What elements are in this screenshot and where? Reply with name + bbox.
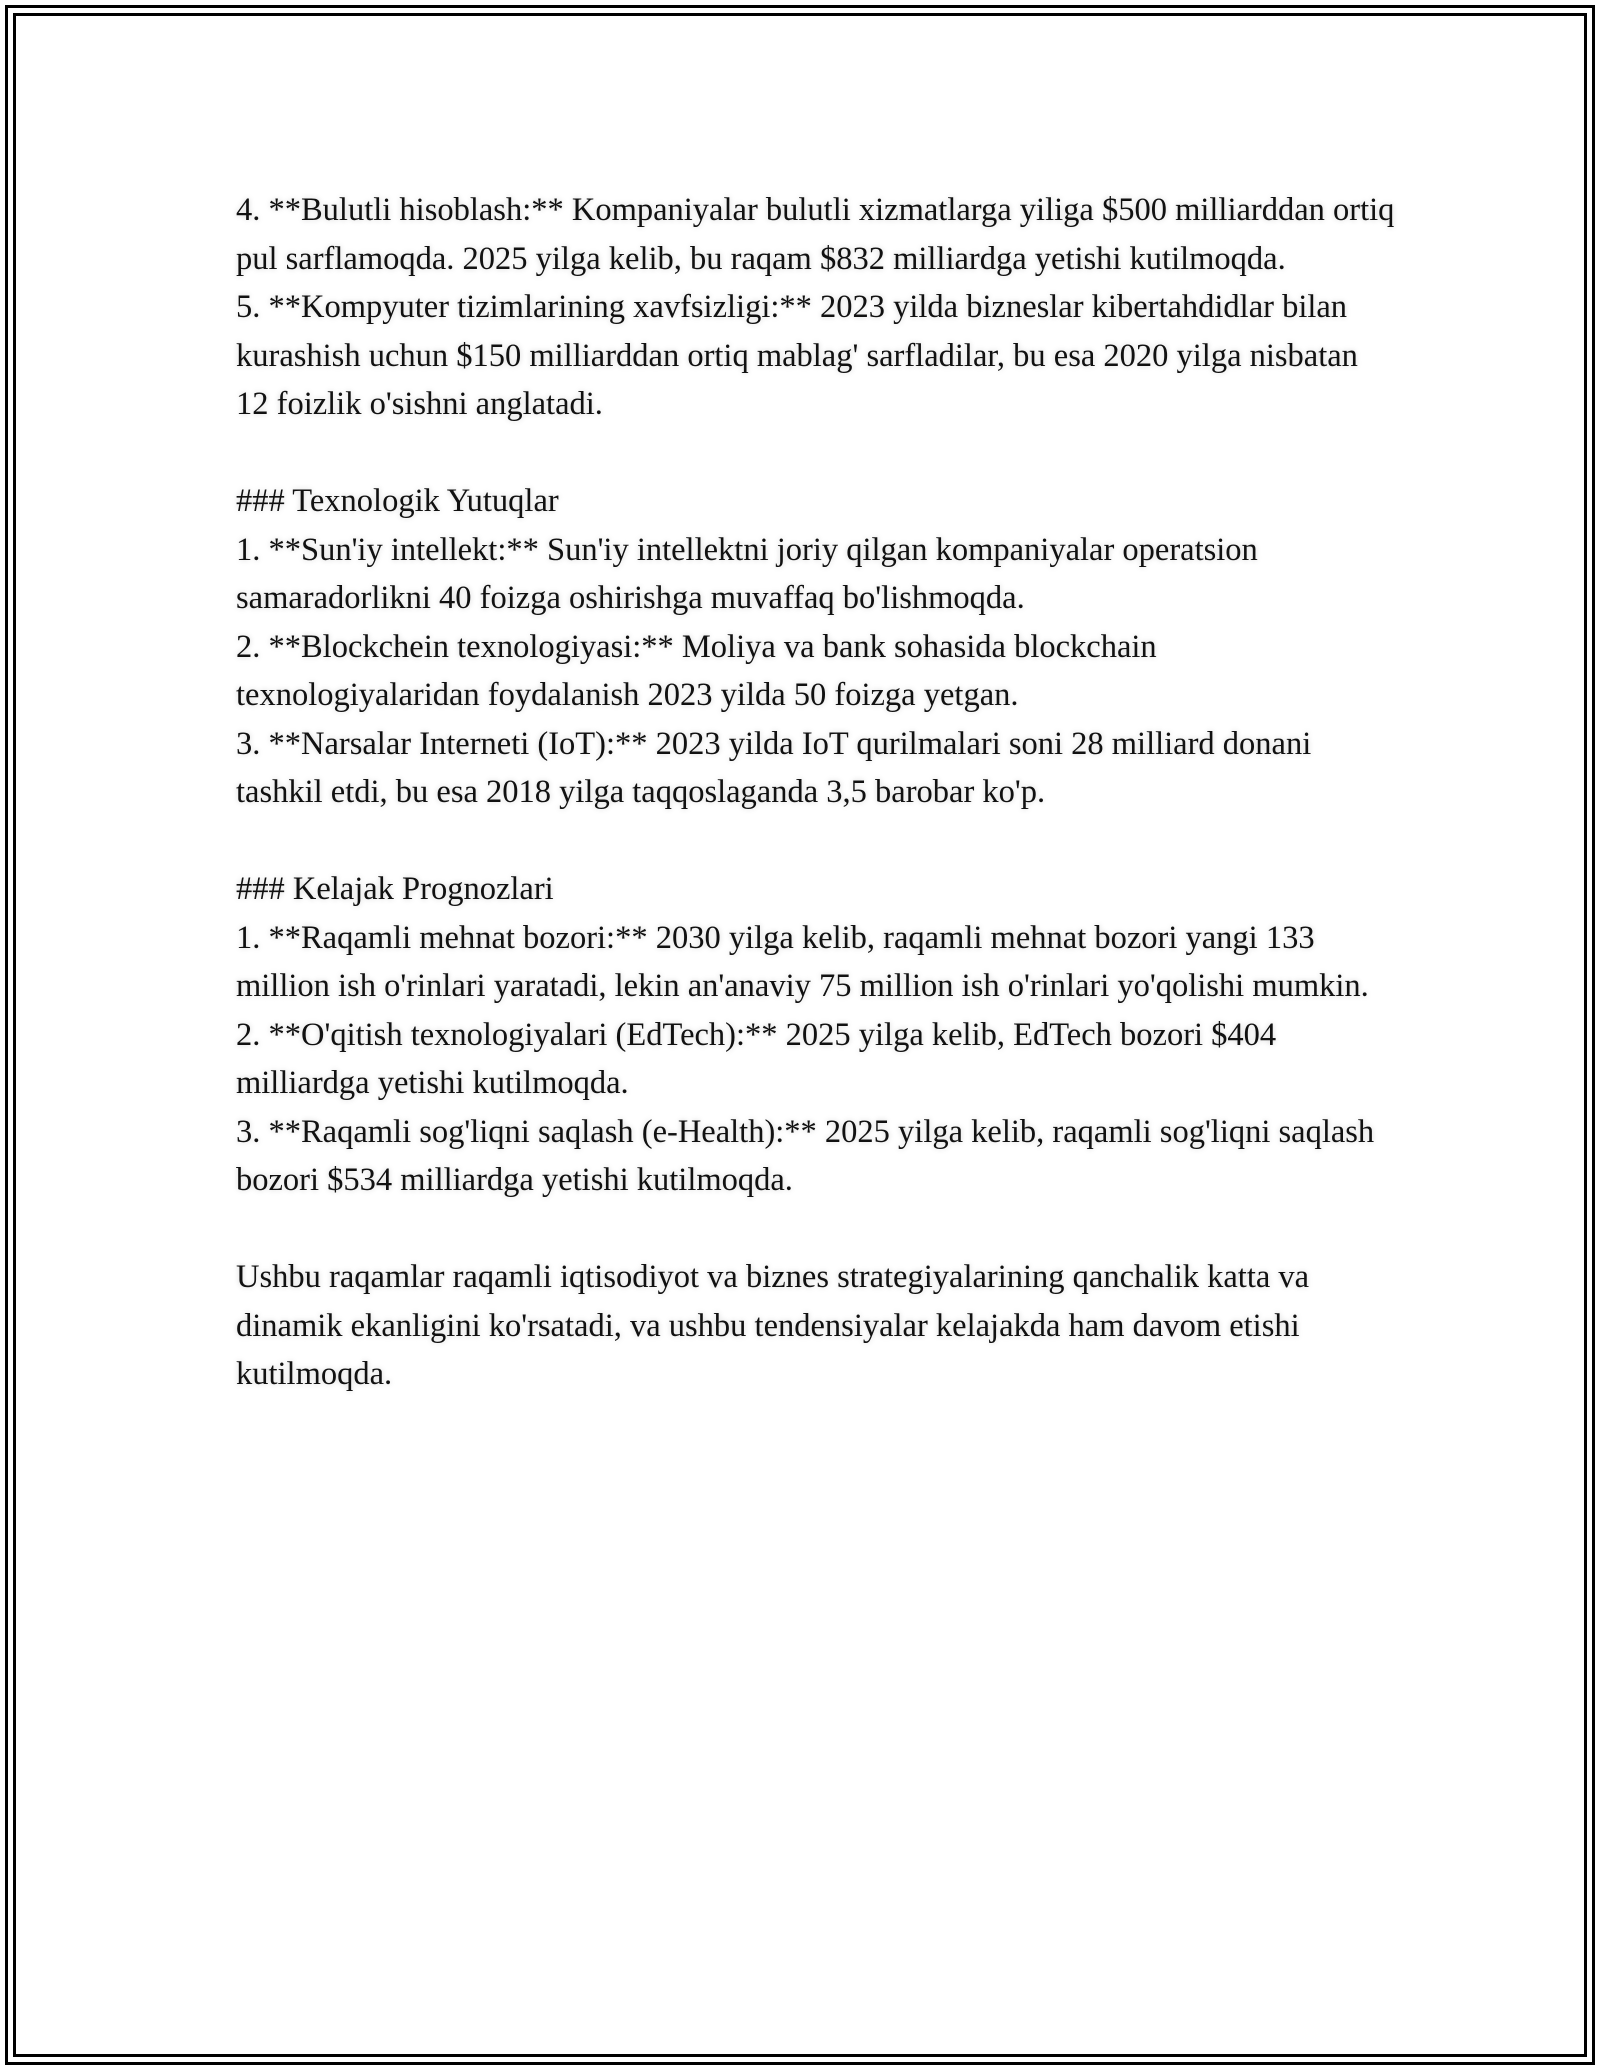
list-item-blockchain: 2. **Blockchein texnologiyasi:** Moliya va bank sohasida blockchain texnologiyalaridan foydalanish 2023 yilda 50 foizga yetgan. [236,628,1157,713]
paragraph-gap [236,429,1396,478]
document-body [236,186,1396,1399]
list-item-digital-labor: 1. **Raqamli mehnat bozori:** 2030 yilga kelib, raqamli mehnat bozori yangi 133 million ish o'rinlari yaratadi, lekin an'anaviy 75 million ish o'rinlari yo'qolishi mumkin. [236,919,1369,1004]
paragraph-gap [236,817,1396,866]
conclusion-paragraph: Ushbu raqamlar raqamli iqtisodiyot va biznes strategiyalarining qanchalik katta va dinamik ekanligini ko'rsatadi, va ushbu tendensiyalar kelajakda ham davom etishi kutilmoqda. [236,1259,1310,1392]
paragraph-gap [236,1205,1396,1254]
list-item-computer-security: 5. **Kompyuter tizimlarining xavfsizligi:** 2023 yilda bizneslar kibertahdidlar bilan kurashish uchun $150 milliarddan ortiq mablag' sarfladilar, bu esa 2020 yilga nisbatan 12 foizlik o'sishni anglatadi. [236,289,1358,422]
section-heading-future: ### Kelajak Prognozlari [236,871,554,907]
list-item-ehealth: 3. **Raqamli sog'liqni saqlash (e-Health):** 2025 yilga kelib, raqamli sog'liqni saqlash bozori $534 milliardga yetishi kutilmoqda. [236,1113,1375,1198]
list-item-iot: 3. **Narsalar Interneti (IoT):** 2023 yilda IoT qurilmalari soni 28 milliard donani tashkil etdi, bu esa 2018 yilga taqqoslaganda 3,5 barobar ko'p. [236,725,1312,810]
section-heading-tech: ### Texnologik Yutuqlar [236,483,559,519]
list-item-cloud-computing: 4. **Bulutli hisoblash:** Kompaniyalar bulutli xizmatlarga yiliga $500 milliarddan ortiq pul sarflamoqda. 2025 yilga kelib, bu raqam $832 milliardga yetishi kutilmoqda. [236,192,1395,277]
list-item-edtech: 2. **O'qitish texnologiyalari (EdTech):** 2025 yilga kelib, EdTech bozori $404 milliardga yetishi kutilmoqda. [236,1016,1277,1101]
list-item-ai: 1. **Sun'iy intellekt:** Sun'iy intellektni joriy qilgan kompaniyalar operatsion samaradorlikni 40 foizga oshirishga muvaffaq bo'lishmoqda. [236,531,1258,616]
